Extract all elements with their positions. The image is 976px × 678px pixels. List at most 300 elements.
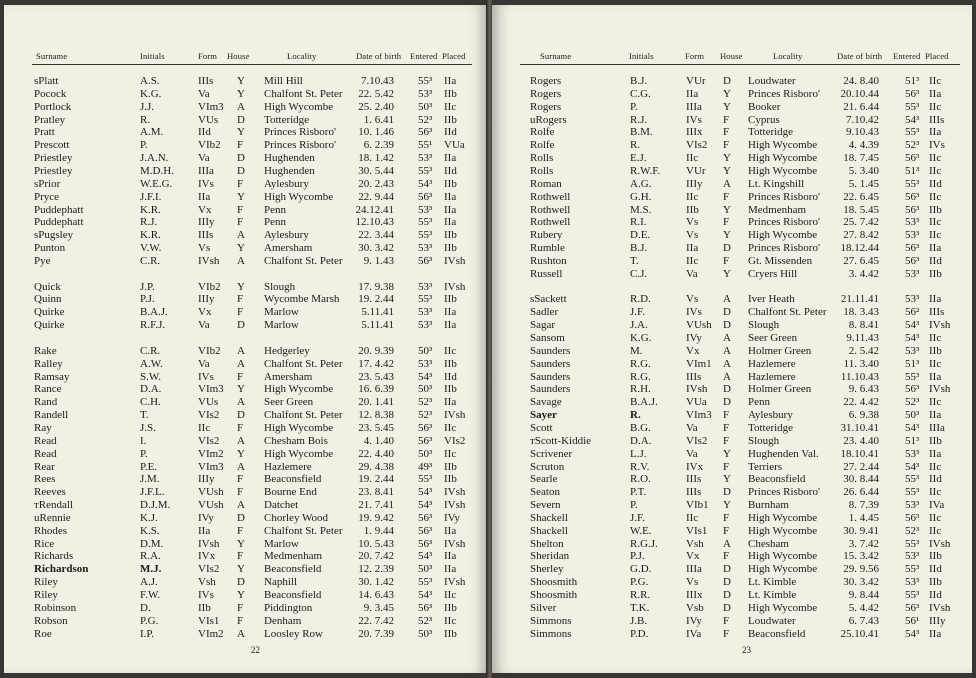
cell-form: IIIs: [686, 486, 702, 499]
table-row: [492, 139, 972, 152]
cell-placed: IIc: [929, 396, 942, 409]
cell-locality: Medmenham: [264, 550, 323, 563]
cell-initials: B.A.J.: [140, 306, 168, 319]
cell-entered: 51³: [905, 164, 920, 177]
cell-locality: Princes Risboro': [748, 242, 820, 255]
table-row: [492, 101, 972, 114]
cell-entered: 53³: [905, 293, 920, 306]
cell-placed: IVsh: [444, 486, 466, 499]
table-row: [492, 306, 972, 319]
cell-form: Va: [686, 421, 698, 434]
cell-surname: sPrior: [34, 177, 61, 190]
cell-entered: 54³: [905, 332, 920, 344]
cell-form: Va: [686, 447, 698, 460]
cell-form: VIm3: [198, 100, 224, 113]
header-locality: Locality: [287, 51, 317, 61]
cell-form: Va: [198, 87, 210, 100]
header-rule: [32, 64, 472, 65]
cell-dob: 29. 4.38: [358, 460, 394, 473]
cell-locality: Seer Green: [264, 396, 314, 409]
cell-placed: IIc: [929, 152, 942, 165]
cell-dob: 18. 7.45: [843, 152, 879, 165]
cell-entered: 53³: [418, 306, 433, 319]
cell-form: Vx: [686, 550, 700, 563]
cell-placed: IId: [444, 370, 457, 383]
table-row: [492, 396, 972, 409]
cell-surname: Russell: [530, 267, 563, 280]
header-placed: Placed: [925, 51, 949, 61]
cell-initials: A.S.: [140, 75, 160, 87]
cell-dob: 8. 7.39: [848, 499, 879, 512]
cell-dob: 24. 8.40: [843, 75, 879, 87]
cell-house: F: [723, 614, 730, 627]
cell-surname: Sherley: [530, 563, 564, 576]
cell-surname: Sadler: [530, 306, 559, 319]
cell-form: VIs2: [198, 563, 220, 576]
cell-form: IIIx: [686, 589, 703, 601]
table-row: [492, 550, 972, 563]
cell-form: Va: [198, 319, 210, 332]
table-row: [492, 602, 972, 615]
cell-locality: High Wycombe: [264, 421, 334, 434]
cell-house: Y: [237, 563, 245, 576]
cell-surname: Rushton: [530, 254, 567, 267]
cell-form: IIIy: [198, 473, 215, 486]
cell-initials: T.K.: [630, 601, 650, 614]
table-row: [4, 306, 488, 319]
cell-locality: Loudwater: [748, 75, 796, 87]
cell-entered: 51³: [905, 357, 920, 370]
table-row: [4, 281, 488, 294]
cell-surname: Robinson: [34, 601, 77, 614]
cell-house: Y: [723, 164, 731, 177]
cell-placed: IIb: [929, 434, 942, 447]
cell-initials: J.F.: [630, 306, 646, 319]
cell-locality: Princes Risboro': [748, 216, 820, 229]
cell-form: IIa: [686, 87, 699, 100]
cell-placed: IId: [444, 126, 457, 139]
cell-placed: IIb: [444, 113, 457, 126]
cell-locality: Aylesbury: [748, 409, 793, 422]
cell-form: VIs2: [686, 434, 708, 447]
cell-entered: 52³: [905, 139, 920, 152]
table-row: [492, 538, 972, 551]
cell-surname: Severn: [530, 499, 561, 512]
cell-house: D: [237, 409, 245, 422]
cell-locality: Aylesbury: [264, 177, 309, 190]
cell-house: A: [723, 344, 731, 357]
cell-dob: 25.10.41: [840, 627, 879, 640]
cell-entered: 55³: [418, 229, 433, 242]
cell-surname: Sayer: [530, 409, 557, 422]
header-dob: Date of birth: [837, 51, 883, 61]
cell-dob: 16. 6.39: [358, 383, 394, 396]
cell-initials: M.S.: [630, 203, 652, 216]
cell-initials: D.E.: [630, 229, 651, 242]
cell-surname: uRogers: [530, 113, 567, 126]
table-row: [4, 371, 488, 384]
header-initials: Initials: [140, 51, 165, 61]
cell-dob: 11. 3.40: [843, 357, 879, 370]
table-row: [4, 319, 488, 332]
cell-dob: 7.10.43: [361, 75, 394, 87]
cell-surname: Shackell: [530, 524, 568, 537]
cell-initials: W.E.G.: [140, 177, 173, 190]
cell-surname: uRennie: [34, 511, 71, 524]
cell-form: Vx: [198, 203, 212, 216]
cell-locality: High Wycombe: [748, 601, 818, 614]
cell-house: F: [237, 370, 244, 383]
cell-house: A: [237, 627, 245, 640]
table-row: [4, 191, 488, 204]
cell-locality: Loudwater: [748, 614, 796, 627]
cell-house: D: [723, 589, 731, 601]
cell-entered: 56³: [418, 421, 433, 434]
cell-dob: 30. 1.42: [358, 576, 394, 589]
cell-form: VIs1: [198, 614, 220, 627]
cell-form: Vs: [686, 576, 699, 589]
cell-form: IVx: [198, 550, 216, 563]
cell-form: IVa: [686, 627, 702, 640]
cell-entered: 56³: [418, 190, 433, 203]
table-row: [492, 615, 972, 628]
cell-entered: 55³: [905, 126, 920, 139]
cell-locality: Gt. Missenden: [748, 254, 813, 267]
cell-house: A: [237, 254, 245, 267]
cell-surname: Richardson: [34, 563, 89, 576]
cell-placed: IId: [444, 164, 457, 177]
cell-dob: 11.10.43: [840, 370, 879, 383]
cell-surname: Scott: [530, 421, 553, 434]
table-row: [492, 332, 972, 345]
cell-initials: R.: [630, 409, 641, 422]
cell-dob: 20. 7.42: [358, 550, 394, 563]
cell-placed: IIa: [444, 306, 457, 319]
cell-dob: 4. 4.39: [848, 139, 879, 152]
cell-placed: IIb: [444, 601, 457, 614]
cell-form: VIm3: [198, 460, 224, 473]
table-row: [4, 383, 488, 396]
table-row: [492, 383, 972, 396]
table-row: [4, 409, 488, 422]
cell-locality: Chalfont St. Peter: [264, 87, 343, 100]
cell-initials: M.: [630, 344, 643, 357]
cell-placed: IIb: [444, 473, 457, 486]
table-row: [4, 486, 488, 499]
cell-entered: 55³: [905, 589, 920, 601]
table-row: [4, 602, 488, 615]
cell-form: VUs: [198, 113, 219, 126]
cell-form: IIb: [686, 203, 699, 216]
cell-surname: Rolls: [530, 164, 554, 177]
cell-surname: Saunders: [530, 344, 571, 357]
cell-form: Vs: [686, 216, 699, 229]
cell-form: VIm3: [686, 409, 712, 422]
cell-placed: IId: [929, 177, 942, 190]
cell-surname: Pocock: [34, 87, 67, 100]
header-form: Form: [198, 51, 218, 61]
cell-dob: 12. 8.38: [358, 409, 394, 422]
cell-surname: тScott-Kiddie: [530, 434, 592, 447]
cell-locality: Denham: [264, 614, 302, 627]
cell-locality: Piddington: [264, 601, 313, 614]
cell-initials: M.D.H.: [140, 164, 174, 177]
cell-locality: Terriers: [748, 460, 783, 473]
cell-dob: 20. 2.43: [358, 177, 394, 190]
cell-entered: 50³: [418, 383, 433, 396]
cell-entered: 52³: [905, 524, 920, 537]
table-row: [492, 435, 972, 448]
cell-surname: Randell: [34, 409, 69, 422]
header-rule: [520, 64, 960, 65]
column-headers: [4, 49, 488, 65]
cell-dob: 22. 4.40: [358, 447, 394, 460]
cell-initials: B.J.: [630, 242, 648, 255]
cell-house: D: [723, 383, 731, 396]
table-row: [492, 512, 972, 525]
cell-form: IIIs: [686, 473, 702, 486]
cell-entered: 53³: [905, 267, 920, 280]
cell-surname: Quirke: [34, 319, 65, 332]
cell-dob: 17. 9.38: [358, 280, 394, 293]
cell-form: IIc: [198, 421, 211, 434]
page-number: 23: [742, 645, 751, 655]
cell-entered: 56³: [905, 601, 920, 614]
cell-locality: Princes Risboro': [264, 139, 336, 152]
cell-entered: 55³: [905, 563, 920, 576]
cell-placed: IIIs: [929, 113, 945, 126]
cell-entered: 56³: [905, 383, 920, 396]
cell-placed: IVsh: [444, 537, 466, 550]
cell-initials: P.: [140, 139, 148, 152]
cell-surname: Rhodes: [34, 524, 67, 537]
cell-house: Y: [237, 190, 245, 203]
cell-locality: Bourne End: [264, 486, 317, 499]
cell-initials: C.R.: [140, 254, 161, 267]
cell-locality: Beaconsfield: [748, 627, 806, 640]
cell-entered: 50³: [418, 627, 433, 640]
cell-house: D: [723, 601, 731, 614]
cell-locality: High Wycombe: [264, 447, 334, 460]
cell-dob: 5. 4.42: [848, 601, 879, 614]
cell-house: F: [237, 473, 244, 486]
cell-house: F: [723, 434, 730, 447]
cell-entered: 50³: [418, 447, 433, 460]
table-row: [492, 204, 972, 217]
cell-dob: 3. 4.42: [848, 267, 879, 280]
table-row: [4, 538, 488, 551]
cell-locality: Cryers Hill: [748, 267, 798, 280]
cell-dob: 6. 2.39: [363, 139, 394, 152]
cell-locality: High Wycombe: [748, 550, 818, 563]
cell-form: VUsh: [686, 319, 712, 332]
cell-form: IIIx: [686, 126, 703, 139]
cell-form: IIc: [686, 254, 699, 267]
cell-entered: 50³: [418, 344, 433, 357]
cell-initials: R.: [140, 113, 151, 126]
cell-house: F: [237, 524, 244, 537]
cell-entered: 56³: [418, 524, 433, 537]
cell-initials: R.J.: [630, 113, 648, 126]
cell-dob: 23. 4.40: [843, 434, 879, 447]
cell-initials: P.G.: [140, 614, 159, 627]
cell-initials: R.G.: [630, 357, 651, 370]
table-row: [4, 126, 488, 139]
cell-dob: 18.12.44: [840, 242, 879, 255]
cell-initials: C.G.: [630, 87, 651, 100]
cell-form: Va: [198, 357, 210, 370]
cell-form: IIIy: [198, 216, 215, 229]
table-row: [492, 268, 972, 281]
cell-house: A: [237, 434, 245, 447]
cell-surname: Rolfe: [530, 126, 555, 139]
cell-form: IIa: [198, 524, 211, 537]
cell-initials: J.A.N.: [140, 152, 169, 165]
table-row: [4, 422, 488, 435]
cell-initials: B.G.: [630, 421, 651, 434]
cell-placed: IId: [929, 589, 942, 601]
cell-dob: 30. 9.41: [843, 524, 879, 537]
cell-form: Vsh: [198, 576, 216, 589]
table-row: [492, 114, 972, 127]
cell-dob: 23. 8.41: [358, 486, 394, 499]
cell-form: IIc: [686, 511, 699, 524]
cell-placed: IVsh: [929, 537, 951, 550]
cell-locality: High Wycombe: [748, 229, 818, 242]
cell-surname: Shoosmith: [530, 576, 578, 589]
cell-house: F: [237, 177, 244, 190]
left-page: [4, 5, 488, 673]
cell-entered: 55³: [418, 75, 433, 87]
cell-surname: Saunders: [530, 357, 571, 370]
cell-placed: IIc: [444, 614, 457, 627]
cell-surname: Roman: [530, 177, 562, 190]
cell-initials: B.A.J.: [630, 396, 658, 409]
cell-surname: Pye: [34, 254, 51, 267]
cell-placed: IIa: [929, 370, 942, 383]
cell-surname: Rothwell: [530, 203, 571, 216]
cell-placed: IIc: [929, 100, 942, 113]
cell-surname: Rogers: [530, 87, 562, 100]
cell-locality: Chalfont St. Peter: [264, 254, 343, 267]
cell-locality: Burnham: [748, 499, 789, 512]
cell-dob: 10. 1.46: [358, 126, 394, 139]
cell-entered: 53³: [418, 87, 433, 100]
cell-form: VIb2: [198, 344, 221, 357]
cell-entered: 53³: [418, 242, 433, 255]
cell-locality: Iver Heath: [748, 293, 795, 306]
cell-surname: Rumble: [530, 242, 565, 255]
cell-dob: 3. 7.42: [848, 537, 879, 550]
cell-form: VIs2: [198, 409, 220, 422]
cell-house: F: [237, 486, 244, 499]
cell-placed: IIb: [444, 177, 457, 190]
cell-surname: Shoosmith: [530, 589, 578, 601]
cell-form: IId: [198, 126, 211, 139]
cell-locality: Hedgerley: [264, 344, 310, 357]
cell-placed: IIa: [929, 627, 942, 640]
cell-placed: IIa: [444, 75, 457, 87]
cell-house: F: [237, 216, 244, 229]
cell-entered: 54³: [905, 319, 920, 332]
cell-house: Y: [237, 383, 245, 396]
cell-placed: IIa: [929, 447, 942, 460]
cell-house: Y: [723, 267, 731, 280]
cell-placed: IIa: [929, 293, 942, 306]
table-row: [4, 473, 488, 486]
cell-form: VUr: [686, 75, 706, 87]
cell-initials: A.W.: [140, 357, 163, 370]
cell-locality: Princes Risboro': [264, 126, 336, 139]
cell-house: A: [723, 357, 731, 370]
cell-locality: Lt. Kimble: [748, 589, 797, 601]
cell-placed: VUa: [444, 139, 465, 152]
cell-initials: P.E.: [140, 460, 158, 473]
cell-form: IVs: [198, 370, 214, 383]
cell-surname: Silver: [530, 601, 557, 614]
cell-dob: 9. 8.44: [848, 589, 879, 601]
cell-form: VUa: [686, 396, 707, 409]
cell-locality: High Wycombe: [748, 511, 818, 524]
cell-placed: VIs2: [444, 434, 466, 447]
cell-placed: IVsh: [444, 499, 466, 512]
cell-placed: IIa: [929, 409, 942, 422]
cell-house: A: [237, 229, 245, 242]
table-row: [4, 75, 488, 88]
cell-surname: Priestley: [34, 164, 73, 177]
cell-surname: sPlatt: [34, 75, 59, 87]
cell-surname: Roe: [34, 627, 52, 640]
cell-dob: 6. 9.38: [848, 409, 879, 422]
cell-house: D: [723, 576, 731, 589]
cell-initials: R.G.J.: [630, 537, 658, 550]
cell-entered: 53³: [418, 152, 433, 165]
cell-initials: D.: [140, 601, 151, 614]
cell-entered: 55³: [905, 370, 920, 383]
table-row: [4, 88, 488, 101]
cell-initials: K.S.: [140, 524, 160, 537]
cell-initials: K.G.: [630, 332, 652, 344]
cell-locality: Aylesbury: [264, 229, 309, 242]
cell-initials: A.J.: [140, 576, 158, 589]
cell-initials: C.J.: [630, 267, 648, 280]
cell-locality: Chalfont St. Peter: [264, 524, 343, 537]
cell-dob: 30. 8.44: [843, 473, 879, 486]
cell-locality: Beaconsfield: [264, 473, 322, 486]
cell-dob: 22. 6.45: [843, 190, 879, 203]
cell-initials: D.M.: [140, 537, 164, 550]
cell-dob: 5. 1.45: [848, 177, 879, 190]
cell-form: IVsh: [198, 537, 220, 550]
cell-dob: 5.11.41: [361, 306, 394, 319]
cell-entered: 51³: [905, 75, 920, 87]
cell-initials: K.J.: [140, 511, 158, 524]
cell-placed: IIa: [444, 216, 457, 229]
cell-surname: Rand: [34, 396, 58, 409]
cell-locality: Amersham: [264, 242, 313, 255]
cell-initials: R.F.J.: [140, 319, 166, 332]
cell-dob: 1. 4.45: [848, 511, 879, 524]
cell-entered: 53³: [418, 203, 433, 216]
cell-house: F: [237, 293, 244, 306]
cell-placed: IIb: [444, 383, 457, 396]
cell-entered: 54³: [418, 589, 433, 601]
cell-initials: J.B.: [630, 614, 648, 627]
cell-initials: D.A.: [630, 434, 652, 447]
table-row: [4, 101, 488, 114]
cell-form: VIm2: [198, 447, 224, 460]
cell-house: F: [723, 113, 730, 126]
